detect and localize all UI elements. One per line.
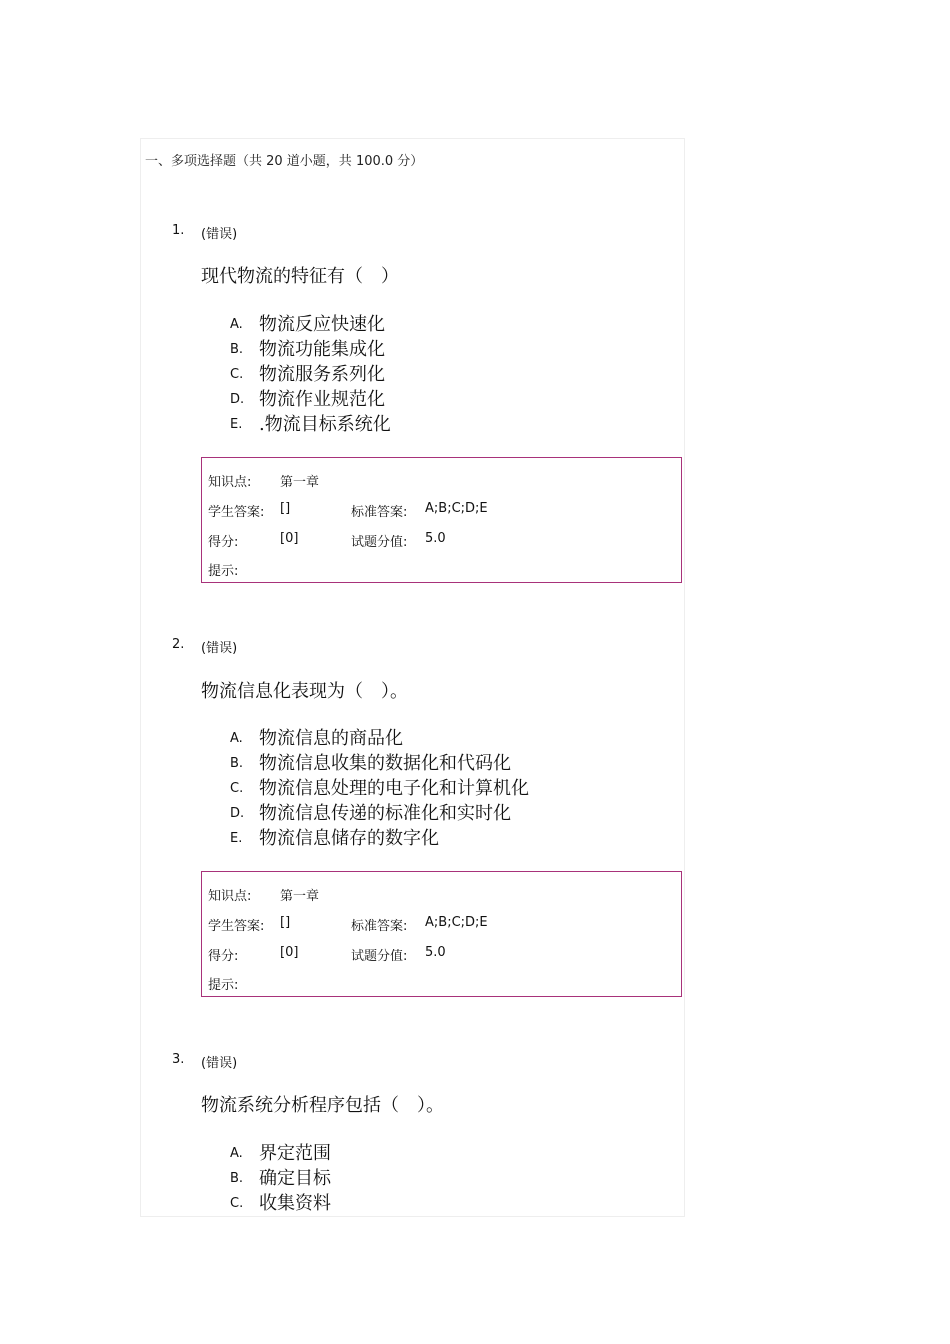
option-text: 物流信息收集的数据化和代码化: [259, 753, 511, 774]
score-value: [0]: [280, 531, 299, 546]
question-number: 3.: [172, 1052, 185, 1067]
hint-label: 提示:: [208, 564, 239, 579]
option-letter: D.: [230, 392, 245, 407]
student-answer-label: 学生答案:: [208, 919, 265, 934]
option-text: 界定范围: [259, 1143, 331, 1164]
option-text: 物流作业规范化: [259, 389, 385, 410]
score-label: 得分:: [208, 535, 239, 550]
question-stem: 现代物流的特征有（ ）: [201, 266, 399, 287]
standard-answer-value: A;B;C;D;E: [425, 915, 488, 930]
question-status: (错误): [201, 641, 238, 656]
option-letter: A.: [230, 1146, 243, 1161]
option-text: 物流反应快速化: [259, 314, 385, 335]
score-label: 得分:: [208, 949, 239, 964]
question-status: (错误): [201, 227, 238, 242]
option-text: 物流信息处理的电子化和计算机化: [259, 778, 529, 799]
option-letter: C.: [230, 781, 244, 796]
question-stem: 物流信息化表现为（ ）。: [201, 681, 408, 702]
standard-answer-label: 标准答案:: [351, 505, 408, 520]
option-text: 物流功能集成化: [259, 339, 385, 360]
question-number: 1.: [172, 223, 185, 238]
knowledge-value: 第一章: [280, 889, 320, 904]
option-text: 物流服务系列化: [259, 364, 385, 385]
option-text: 物流信息传递的标准化和实时化: [259, 803, 511, 824]
option-letter: C.: [230, 1196, 244, 1211]
option-letter: B.: [230, 756, 244, 771]
option-letter: B.: [230, 1171, 244, 1186]
standard-answer-label: 标准答案:: [351, 919, 408, 934]
student-answer-value: []: [280, 915, 291, 930]
question-value-label: 试题分值:: [351, 949, 408, 964]
option-letter: A.: [230, 731, 243, 746]
option-letter: E.: [230, 417, 243, 432]
score-value: [0]: [280, 945, 299, 960]
section-title: 一、多项选择题（共 20 道小题，共 100.0 分）: [145, 154, 424, 169]
answer-info-box: [201, 457, 682, 583]
knowledge-label: 知识点:: [208, 889, 252, 904]
question-number: 2.: [172, 637, 185, 652]
option-letter: E.: [230, 831, 243, 846]
answer-info-box: [201, 871, 682, 997]
standard-answer-value: A;B;C;D;E: [425, 501, 488, 516]
hint-label: 提示:: [208, 978, 239, 993]
question-value-value: 5.0: [425, 531, 446, 546]
option-letter: D.: [230, 806, 245, 821]
option-text: .物流目标系统化: [259, 414, 391, 435]
option-letter: B.: [230, 342, 244, 357]
student-answer-label: 学生答案:: [208, 505, 265, 520]
option-text: 物流信息储存的数字化: [259, 828, 439, 849]
question-status: (错误): [201, 1056, 238, 1071]
question-value-value: 5.0: [425, 945, 446, 960]
option-letter: A.: [230, 317, 243, 332]
option-letter: C.: [230, 367, 244, 382]
knowledge-value: 第一章: [280, 475, 320, 490]
question-stem: 物流系统分析程序包括（ ）。: [201, 1095, 444, 1116]
student-answer-value: []: [280, 501, 291, 516]
option-text: 收集资料: [259, 1193, 331, 1214]
option-text: 确定目标: [259, 1168, 331, 1189]
knowledge-label: 知识点:: [208, 475, 252, 490]
question-value-label: 试题分值:: [351, 535, 408, 550]
option-text: 物流信息的商品化: [259, 728, 403, 749]
